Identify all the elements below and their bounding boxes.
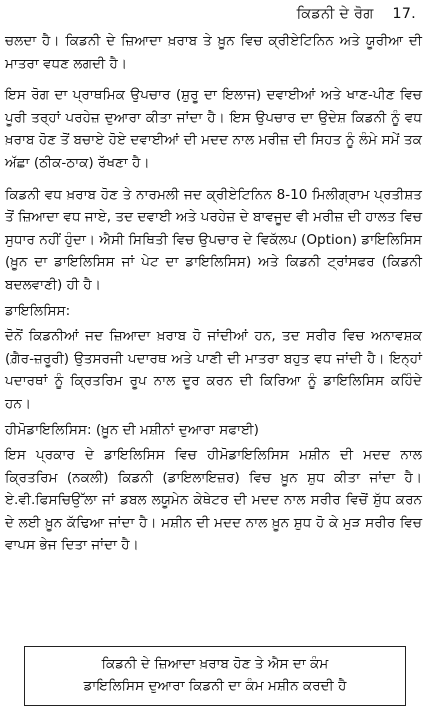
- running-title: ਕਿਡਨੀ ਦੇ ਰੋਗ: [296, 6, 374, 22]
- section-heading-dialysis: ਡਾਇਲਿਸਿਸ:: [5, 302, 71, 319]
- callout-box: [24, 646, 406, 706]
- page-body: [5, 30, 422, 566]
- paragraph-continuation: ਚਲਦਾ ਹੈ। ਕਿਡਨੀ ਦੇ ਜ਼ਿਆਦਾ ਖ਼ਰਾਬ ਤੇ ਖ਼ੂਨ ਵਿਚ ਕ੍ਰੀਏਟਿਨਿਨ ਅਤੇ ਯੂਰੀਆ ਦੀ ਮਾਤਰਾ ਵਧਣ ਲਗਦੀ ਹੈ।: [5, 33, 422, 72]
- page-number: 17.: [392, 6, 416, 22]
- paragraph-treatment: ਇਸ ਰੋਗ ਦਾ ਪ੍ਰਾਥਮਿਕ ਉਪਚਾਰ (ਸ਼ੁਰੂ ਦਾ ਇਲਾਜ) ਦਵਾਈਆਂ ਅਤੇ ਖਾਣ-ਪੀਣ ਵਿਚ ਪੂਰੀ ਤਰ੍ਹਾਂ ਪਰਹੇਜ਼ ਦੁਆਰਾ ਕੀਤਾ ਜਾਂਦਾ ਹੈ। ਇਸ ਉਪਚਾਰ ਦਾ ਉਦੇਸ਼ ਕਿਡਨੀ ਨੂੰ ਵਧ ਖ਼ਰਾਬ ਹੋਣ ਤੋਂ ਬਚਾਏ ਹੋਏ ਦਵਾਈਆਂ ਦੀ ਮਦਦ ਨਾਲ ਮਰੀਜ਼ ਦੀ ਸਿਹਤ ਨੂੰ ਲੰਮੇ ਸਮੇਂ ਤਕ ਅੱਛਾ (ਠੀਕ-ਠਾਕ) ਰੱਖਣਾ ਹੈ।: [5, 87, 422, 171]
- callout-line-2: ਡਾਇਲਿਸਿਸ ਦੁਆਰਾ ਕਿਡਨੀ ਦਾ ਕੰਮ ਮਸ਼ੀਨ ਕਰਦੀ ਹੈ: [83, 678, 347, 694]
- section-heading-hemodialysis: ਹੀਮੋਡਾਇਲਿਸਿਸ: (ਖ਼ੂਨ ਦੀ ਮਸ਼ੀਨਾਂ ਦੁਆਰਾ ਸਫਾਈ): [5, 421, 259, 438]
- paragraph-dialysis: ਦੋਨੋਂ ਕਿਡਨੀਆਂ ਜਦ ਜ਼ਿਆਦਾ ਖ਼ਰਾਬ ਹੋ ਜਾਂਦੀਆਂ ਹਨ, ਤਦ ਸਰੀਰ ਵਿਚ ਅਨਾਵਸ਼ਕ (ਗ਼ੈਰ-ਜ਼ਰੂਰੀ) ਉਤਸਰਜੀ ਪਦਾਰਥ ਅਤੇ ਪਾਣੀ ਦੀ ਮਾਤਰਾ ਬਹੁਤ ਵਧ ਜਾਂਦੀ ਹੈ। ਇਨ੍ਹਾਂ ਪਦਾਰਥਾਂ ਨੂੰ ਕ੍ਰਿਤਰਿਮ ਰੂਪ ਨਾਲ ਦੂਰ ਕਰਨ ਦੀ ਕਿਰਿਆ ਨੂੰ ਡਾਇਲਿਸਿਸ ਕਹਿੰਦੇ ਹਨ।: [5, 328, 422, 412]
- paragraph-hemodialysis: ਇਸ ਪ੍ਰਕਾਰ ਦੇ ਡਾਇਲਿਸਿਸ ਵਿਚ ਹੀਮੋਡਾਇਲਿਸਿਸ ਮਸ਼ੀਨ ਦੀ ਮਦਦ ਨਾਲ ਕ੍ਰਿਤਰਿਮ (ਨਕਲੀ) ਕਿਡਨੀ (ਡਾਇਲਾਇਜ਼ਰ) ਵਿਚ ਖ਼ੂਨ ਸ਼ੁਧ ਕੀਤਾ ਜਾਂਦਾ ਹੈ। ਏ.ਵੀ.ਫਿਸਚਿਉੱਲਾ ਜਾਂ ਡਬਲ ਲਯੂਮੇਨ ਕੇਥੇਟਰ ਦੀ ਮਦਦ ਨਾਲ ਸਰੀਰ ਵਿਚੋਂ ਸ਼ੁੱਧ ਕਰਨ ਦੇ ਲਈ ਖ਼ੂਨ ਕੱਢਿਆ ਜਾਂਦਾ ਹੈ। ਮਸ਼ੀਨ ਦੀ ਮਦਦ ਨਾਲ ਖ਼ੂਨ ਸ਼ੁਧ ਹੋ ਕੇ ਮੁੜ ਸਰੀਰ ਵਿਚ ਵਾਪਸ ਭੇਜ ਦਿਤਾ ਜਾਂਦਾ ਹੈ।: [5, 447, 422, 554]
- callout-line-1: ਕਿਡਨੀ ਦੇ ਜ਼ਿਆਦਾ ਖ਼ਰਾਬ ਹੋਣ ਤੇ ਐਸ ਦਾ ਕੰਮ: [101, 656, 329, 672]
- paragraph-options: ਕਿਡਨੀ ਵਧ ਖ਼ਰਾਬ ਹੋਣ ਤੇ ਨਾਰਮਲੀ ਜਦ ਕ੍ਰੀਏਟਿਨਿਨ 8-10 ਮਿਲੀਗ੍ਰਾਮ ਪ੍ਰਤੀਸ਼ਤ ਤੋਂ ਜ਼ਿਆਦਾ ਵਧ ਜਾਏ, ਤਦ ਦਵਾਈ ਅਤੇ ਪਰਹੇਜ਼ ਦੇ ਬਾਵਜੂਦ ਵੀ ਮਰੀਜ਼ ਦੀ ਹਾਲਤ ਵਿਚ ਸੁਧਾਰ ਨਹੀਂ ਹੁੰਦਾ। ਐਸੀ ਸਿਥਿਤੀ ਵਿਚ ਉਪਚਾਰ ਦੇ ਵਿਕੱਲਪ (Option) ਡਾਇਲਿਸਿਸ (ਖ਼ੂਨ ਦਾ ਡਾਇਲਿਸਿਸ ਜਾਂ ਪੇਟ ਦਾ ਡਾਇਲਿਸਿਸ) ਅਤੇ ਕਿਡਨੀ ਟ੍ਰਾਂਸਫਰ (ਕਿਡਨੀ ਬਦਲਵਾਣੀ) ਹੀ ਹੈ।: [5, 186, 422, 293]
- page-header: [14, 6, 416, 22]
